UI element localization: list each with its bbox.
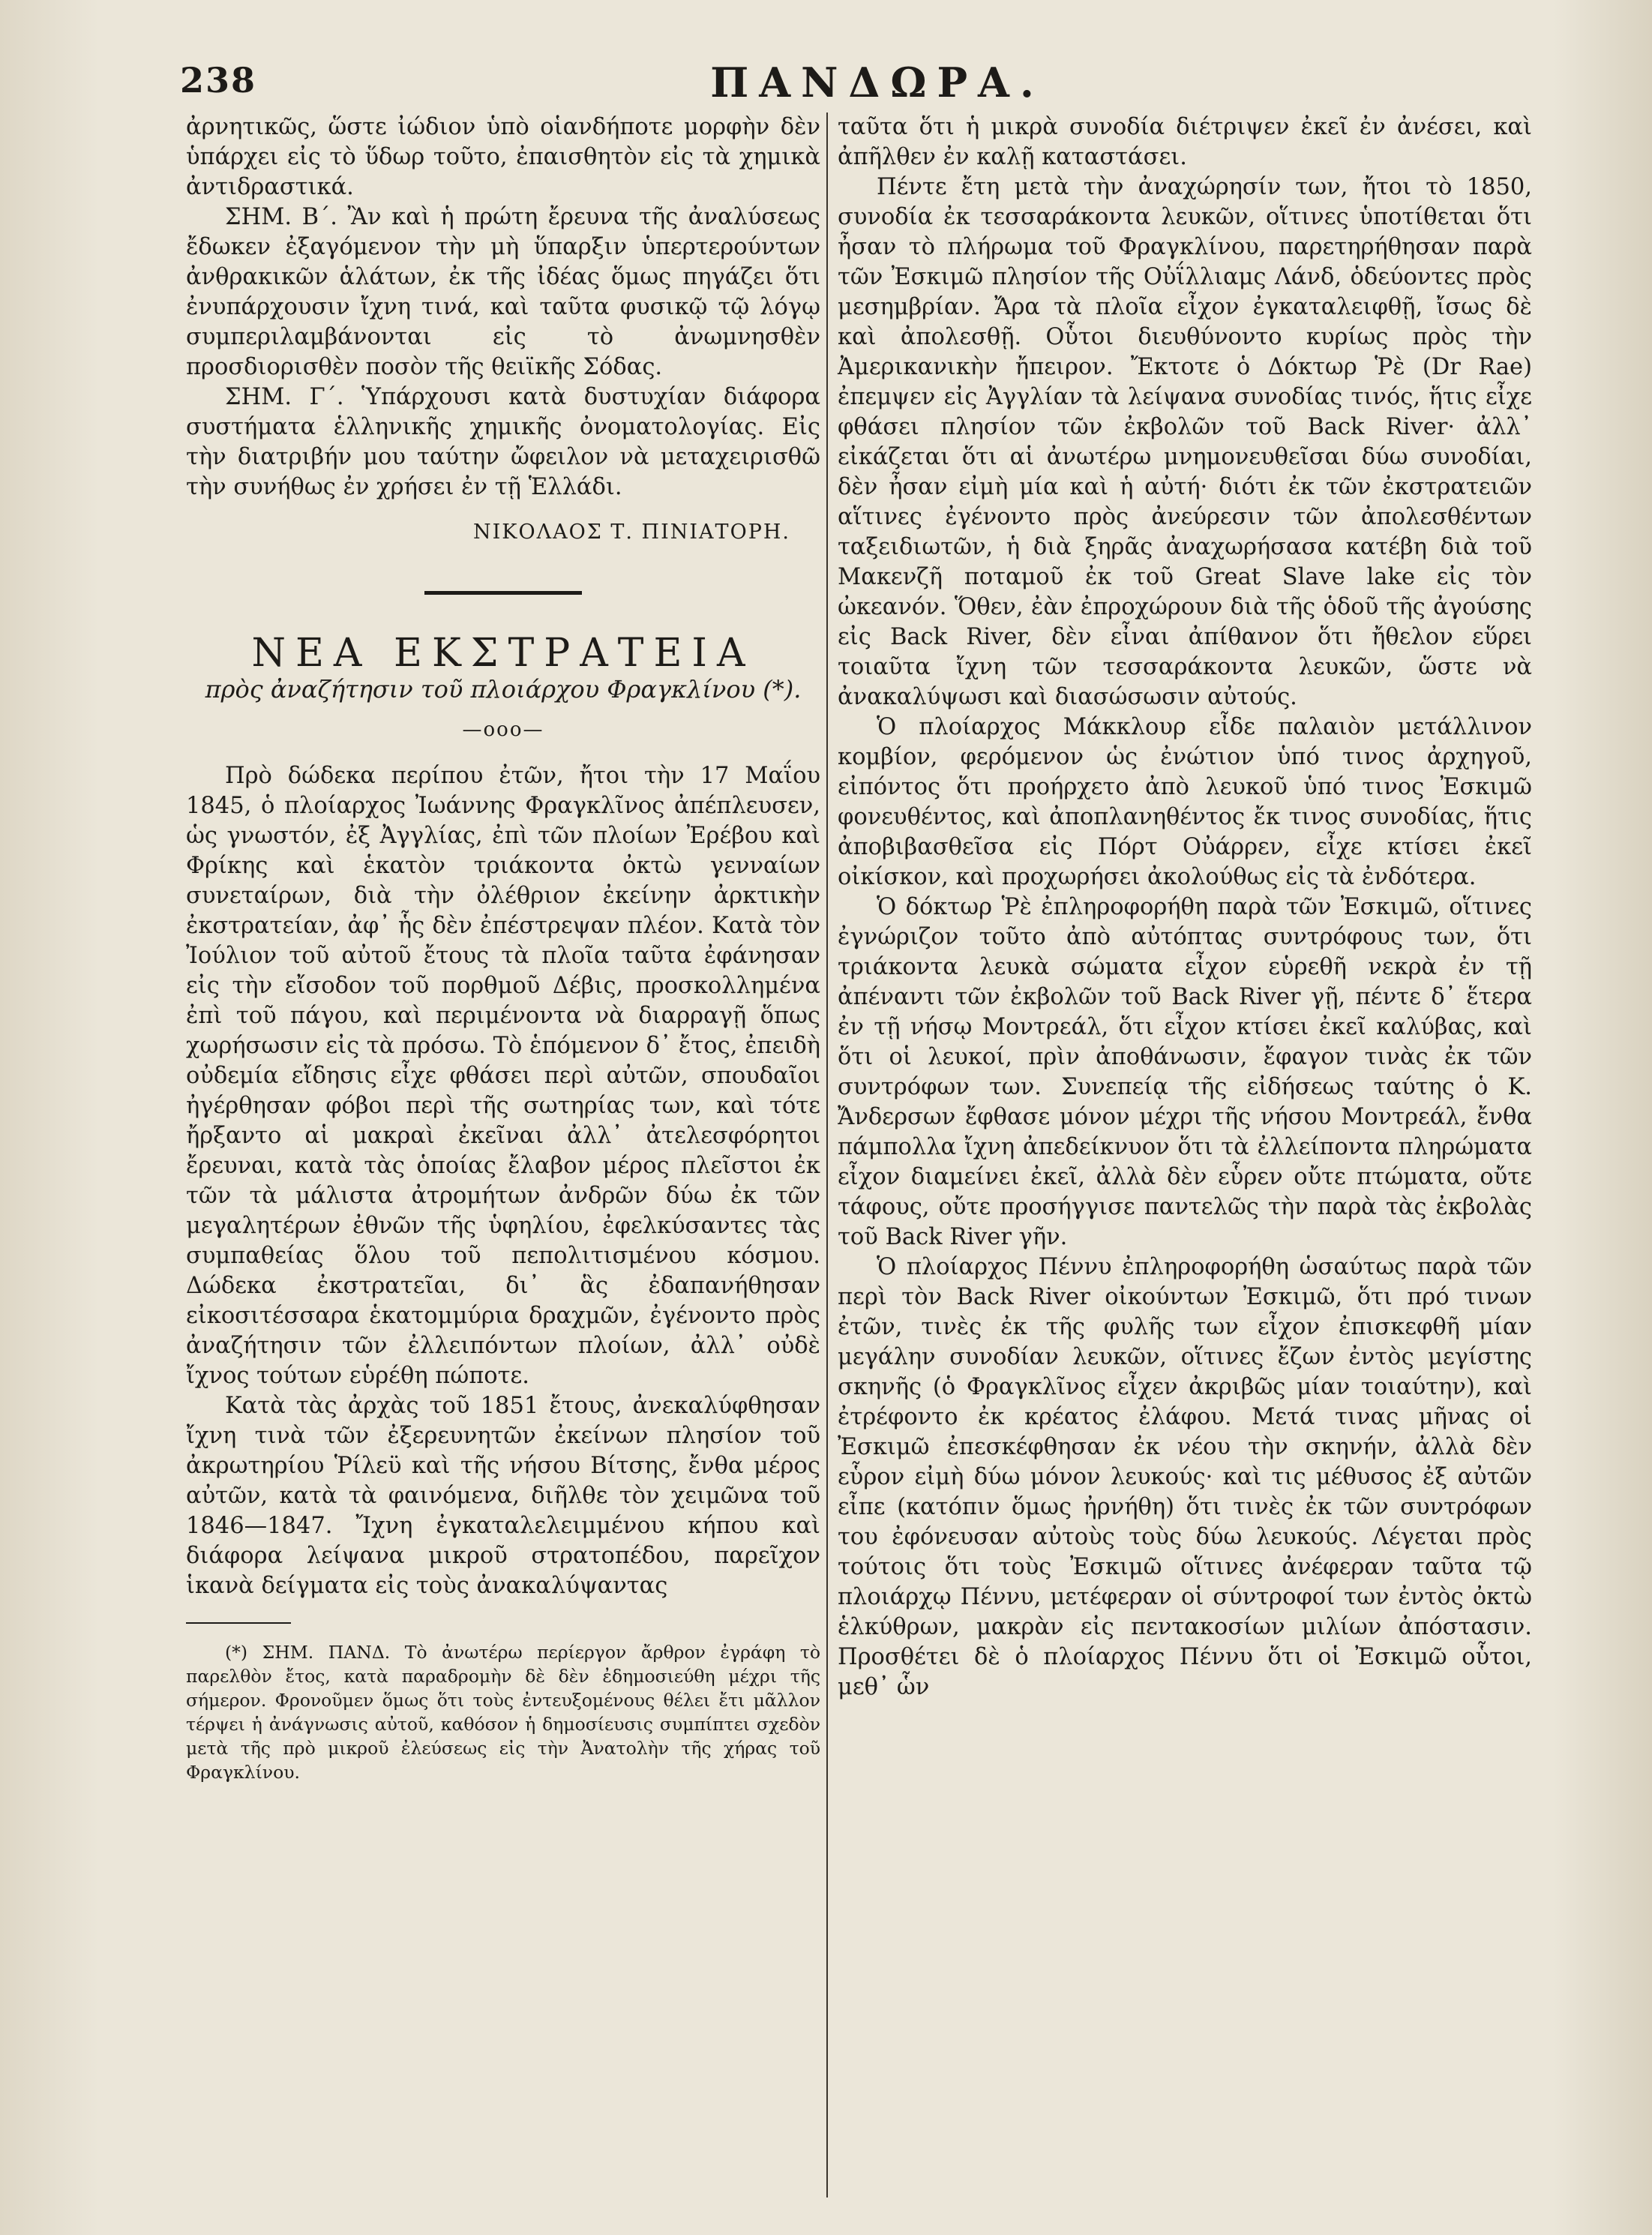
footnote: (*) ΣΗΜ. ΠΑΝΔ. Τὸ ἀνωτέρω περίεργον ἄρθρον ἐγράφη τὸ παρελθὸν ἔτος, κατὰ παραδρομὴν δὲ δὲν ἐδημοσιεύθη μέχρι τῆς σήμερον. Φρονοῦμεν ὅμως ὅτι τοὺς ἐντευξομένους θέλει ἔτι μᾶλλον τέρψει ἡ ἀνάγνωσις αὐτοῦ, καθόσον ἡ δημοσίευσις συμπίπτει σχεδὸν μετὰ τῆς πρὸ μικροῦ ἐλεύσεως εἰς τὴν Ἀνατολὴν τῆς χήρας τοῦ Φραγκλίνου. — [186, 1642, 820, 1783]
note-b: ΣΗΜ. Β΄. Ἂν καὶ ἡ πρώτη ἔρευνα τῆς ἀναλύσεως ἔδωκεν ἐξαγόμενον τὴν μὴ ὕπαρξιν ὑπερτερούντων ἀνθρακικῶν ἁλάτων, ἐκ τῆς ἰδέας ὅμως πηγάζει ὅτι ἐνυπάρχουσιν ἴχνη τινά, καὶ ταῦτα φυσικῷ τῷ λόγῳ συμπεριλαμβάνονται εἰς τὸ ἀνωμνησθὲν προσδιορισθὲν ποσὸν τῆς θειϊκῆς Σόδας. — [186, 204, 820, 380]
left-column — [186, 112, 820, 1784]
page-header — [180, 52, 1575, 112]
running-head: ΠΑΝΔΩΡΑ. — [710, 58, 1045, 106]
article-paragraph: Πέντε ἔτη μετὰ τὴν ἀναχώρησίν των, ἤτοι τὸ 1850, συνοδία ἐκ τεσσαράκοντα λευκῶν, οἵτινες ὑποτίθεται ὅτι ἦσαν τὸ πλήρωμα τοῦ Φραγκλίνου, παρετηρήθησαν παρὰ τῶν Ἐσκιμῶ πλησίον τῆς Οὐΐλλιαμς Λάνδ, ὁδεύοντες πρὸς μεσημβρίαν. Ἄρα τὰ πλοῖα εἶχον ἐγκαταλειφθῇ, ἴσως δὲ καὶ ἀπολεσθῇ. Οὗτοι διευθύνοντο κυρίως πρὸς τὴν Ἀμερικανικὴν ἤπειρον. Ἔκτοτε ὁ Δόκτωρ Ῥὲ (Dr Rae) ἐπεμψεν εἰς Ἀγγλίαν τὰ λείψανα συνοδίας τινός, ἥτις εἶχε φθάσει πλησίον τῶν ἐκβολῶν τοῦ Back River· ἀλλ᾽ εἰκάζεται ὅτι αἱ ἀνωτέρω μνημονευθεῖσαι δύω συνοδίαι, δὲν ἦσαν εἰμὴ μία καὶ ἡ αὐτή· διότι ἐκ τῶν ἐκστρατειῶν αἵτινες ἐγένοντο πρὸς ἀνεύρεσιν τῶν ἀπολεσθέντων ταξειδιωτῶν, ἡ διὰ ξηρᾶς ἀναχωρήσασα κατέβη διὰ τοῦ Μακενζῆ ποταμοῦ ἐκ τοῦ Great Slave lake εἰς τὸν ὠκεανόν. Ὅθεν, ἐὰν ἐπροχώρουν διὰ τῆς ὁδοῦ τῆς ἀγούσης εἰς Back River, δὲν εἶναι ἀπίθανον ὅτι ἤθελον εὕρει τοιαῦτα ἴχνη τῶν τεσσαράκοντα λευκῶν, ὥστε νὰ ἀνακαλύψωσι καὶ διασώσωσιν αὐτούς. — [838, 174, 1532, 710]
article-paragraph: ταῦτα ὅτι ἡ μικρὰ συνοδία διέτριψεν ἐκεῖ ἐν ἀνέσει, καὶ ἀπῆλθεν ἐν καλῇ καταστάσει. — [838, 114, 1532, 170]
section-divider — [424, 591, 582, 595]
note-c: ΣΗΜ. Γ΄. Ὑπάρχουσι κατὰ δυστυχίαν διάφορα συστήματα ἑλληνικῆς χημικῆς ὀνοματολογίας. Εἰς τὴν διατριβήν μου ταύτην ὤφειλον νὰ μεταχειρισθῶ τὴν συνήθως ἐν χρήσει ἐν τῇ Ἑλλάδι. — [186, 384, 820, 500]
right-column — [838, 112, 1532, 1702]
page-number: 238 — [180, 60, 257, 100]
footnote-rule — [186, 1622, 291, 1624]
author-signature: ΝΙΚΟΛΑΟΣ Τ. ΠΙΝΙΑΤΟΡΗ. — [472, 520, 790, 544]
article-paragraph: Ὁ πλοίαρχος Πέννυ ἐπληροφορήθη ὡσαύτως παρὰ τῶν περὶ τὸν Back River οἰκούντων Ἐσκιμῶ, ὅτι πρό τινων ἐτῶν, τινὲς ἐκ τῆς φυλῆς των εἶχον ἐπισκεφθῆ μίαν μεγάλην συνοδίαν λευκῶν, οἵτινες ἔζων ἐντὸς μεγίστης σκηνῆς (ὁ Φραγκλῖνος εἶχεν ἀκριβῶς μίαν τοιαύτην), καὶ ἐτρέφοντο ἐκ κρέατος ἐλάφου. Μετά τινας μῆνας οἱ Ἐσκιμῶ ἐπεσκέφθησαν ἐκ νέου τὴν σκηνήν, ἀλλὰ δὲν εὗρον εἰμὴ δύω μόνον λευκούς· καὶ τις μέθυσος ἐξ αὐτῶν εἶπε (κατόπιν ὅμως ἠρνήθη) ὅτι τινὲς ἐκ τῶν συντρόφων του ἐφόνευσαν αὐτοὺς τοὺς δύω λευκούς. Λέγεται πρὸς τούτοις ὅτι τοὺς Ἐσκιμῶ οἵτινες ἀνέφεραν ταῦτα τῷ πλοιάρχῳ Πέννυ, μετέφεραν οἱ σύντροφοί των ἐντὸς ὀκτὼ ἑλκύθρων, μακρὰν εἰς πεντακοσίων μιλίων ἀπόστασιν. Προσθέτει δὲ ὁ πλοίαρχος Πέννυ ὅτι οἱ Ἐσκιμῶ οὗτοι, μεθ᾽ ὧν — [838, 1254, 1532, 1700]
article-paragraph: Ὁ πλοίαρχος Μάκκλουρ εἶδε παλαιὸν μετάλλινον κομβίον, φερόμενον ὡς ἐνώτιον ὑπό τινος ἀρχηγοῦ, εἰπόντος ὅτι προήρχετο ἀπὸ λευκοῦ ὑπό τινος Ἐσκιμῶ φονευθέντος, καὶ ἀποπλανηθέντος ἔκ τινος συνοδίας, ἥτις ἀποβιβασθεῖσα εἰς Πόρτ Οὐάρρεν, εἶχε κτίσει ἐκεῖ οἰκίσκον, καὶ προχωρήσει ἀκολούθως εἰς τὰ ἐνδότερα. — [838, 714, 1532, 890]
article-paragraph: Ὁ δόκτωρ Ῥὲ ἐπληροφορήθη παρὰ τῶν Ἐσκιμῶ, οἵτινες ἐγνώριζον τοῦτο ἀπὸ αὐτόπτας συντρόφους των, ὅτι τριάκοντα λευκὰ σώματα εἶχον εὑρεθῆ νεκρὰ ἐν τῇ ἀπέναντι τῶν ἐκβολῶν τοῦ Back River γῇ, πέντε δ᾽ ἕτερα ἐν τῇ νήσῳ Μοντρεάλ, ὅτι εἶχον κτίσει ἐκεῖ καλύβας, καὶ ὅτι οἱ λευκοί, πρὶν ἀποθάνωσιν, ἔφαγον τινὰς ἐκ τῶν συντρόφων των. Συνεπείᾳ τῆς εἰδήσεως ταύτης ὁ Κ. Ἄνδερσων ἔφθασε μόνον μέχρι τῆς νήσου Μοντρεάλ, ἔνθα πάμπολλα ἴχνη ἀπεδείκνυον ὅτι τὰ ἐλλείποντα πληρώματα εἶχον διαμείνει ἐκεῖ, ἀλλὰ δὲν εὗρεν οὔτε πτώματα, οὔτε τάφους, οὔτε προσήγγισε παντελῶς τὴν παρὰ τὰς ἐκβολὰς τοῦ Back River γῆν. — [838, 894, 1532, 1250]
section-title: ΝΕΑ ΕΚΣΤΡΑΤΕΙΑ — [251, 631, 755, 676]
article-paragraph: Πρὸ δώδεκα περίπου ἐτῶν, ἤτοι τὴν 17 Μαΐου 1845, ὁ πλοίαρχος Ἰωάννης Φραγκλῖνος ἀπέπλευσεν, ὡς γνωστόν, ἐξ Ἀγγλίας, ἐπὶ τῶν πλοίων Ἐρέβου καὶ Φρίκης καὶ ἑκατὸν τριάκοντα ὀκτὼ γενναίων συνεταίρων, διὰ τὴν ὀλέθριον ἐκείνην ἀρκτικὴν ἐκστρατείαν, ἀφ᾽ ἧς δὲν ἐπέστρεψαν πλέον. Κατὰ τὸν Ἰούλιον τοῦ αὐτοῦ ἔτους τὰ πλοῖα ταῦτα ἐφάνησαν εἰς τὴν εἴσοδον τοῦ πορθμοῦ Δέβις, προσκολλημένα ἐπὶ τοῦ πάγου, καὶ περιμένοντα νὰ διαρραγῇ ὅπως χωρήσωσιν εἰς τὰ πρόσω. Τὸ ἑπόμενον δ᾽ ἔτος, ἐπειδὴ οὐδεμία εἴδησις εἶχε φθάσει περὶ αὐτῶν, σπουδαῖοι ἠγέρθησαν φόβοι περὶ τῆς σωτηρίας των, καὶ τότε ἤρξαντο αἱ μακραὶ ἐκεῖναι ἀλλ᾽ ἀτελεσφόρητοι ἔρευναι, κατὰ τὰς ὁποίας ἔλαβον μέρος πλεῖστοι ἐκ τῶν τὰ μάλιστα ἀτρομήτων ἀνδρῶν δύω ἐκ τῶν μεγαλητέρων ἐθνῶν τῆς ὑφηλίου, ἐφελκύσαντες τὰς συμπαθείας ὅλου τοῦ πεπολιτισμένου κόσμου. Δώδεκα ἐκστρατεῖαι, δι᾽ ἃς ἐδαπανήθησαν εἰκοσιτέσσαρα ἑκατομμύρια δραχμῶν, ἐγένοντο πρὸς ἀναζήτησιν τῶν ἐλλειπόντων πλοίων, ἀλλ᾽ οὐδὲ ἴχνος τούτων εὑρέθη πώποτε. — [186, 763, 820, 1389]
article-paragraph: Κατὰ τὰς ἀρχὰς τοῦ 1851 ἔτους, ἀνεκαλύφθησαν ἴχνη τινὰ τῶν ἐξερευνητῶν ἐκείνων πλησίον τοῦ ἀκρωτηρίου Ῥίλεϋ καὶ τῆς νήσου Βίτσης, ἔνθα μέρος αὐτῶν, κατὰ τὰ φαινόμενα, διῆλθε τὸν χειμῶνα τοῦ 1846—1847. Ἴχνη ἐγκαταλελειμμένου κήπου καὶ διάφορα λείψανα μικροῦ στρατοπέδου, παρεῖχον ἱκανὰ δείγματα εἰς τοὺς ἀνακαλύψαντας — [186, 1393, 820, 1599]
paragraph: ἀρνητικῶς, ὥστε ἰώδιον ὑπὸ οἱανδήποτε μορφὴν δὲν ὑπάρχει εἰς τὸ ὕδωρ τοῦτο, ἐπαισθητὸν εἰς τὰ χημικὰ ἀντιδραστικά. — [186, 114, 820, 200]
section-subtitle: πρὸς ἀναζήτησιν τοῦ πλοιάρχου Φραγκλίνου (*). — [205, 675, 802, 704]
column-divider — [826, 112, 828, 2198]
ornament: —ooo— — [462, 718, 544, 741]
